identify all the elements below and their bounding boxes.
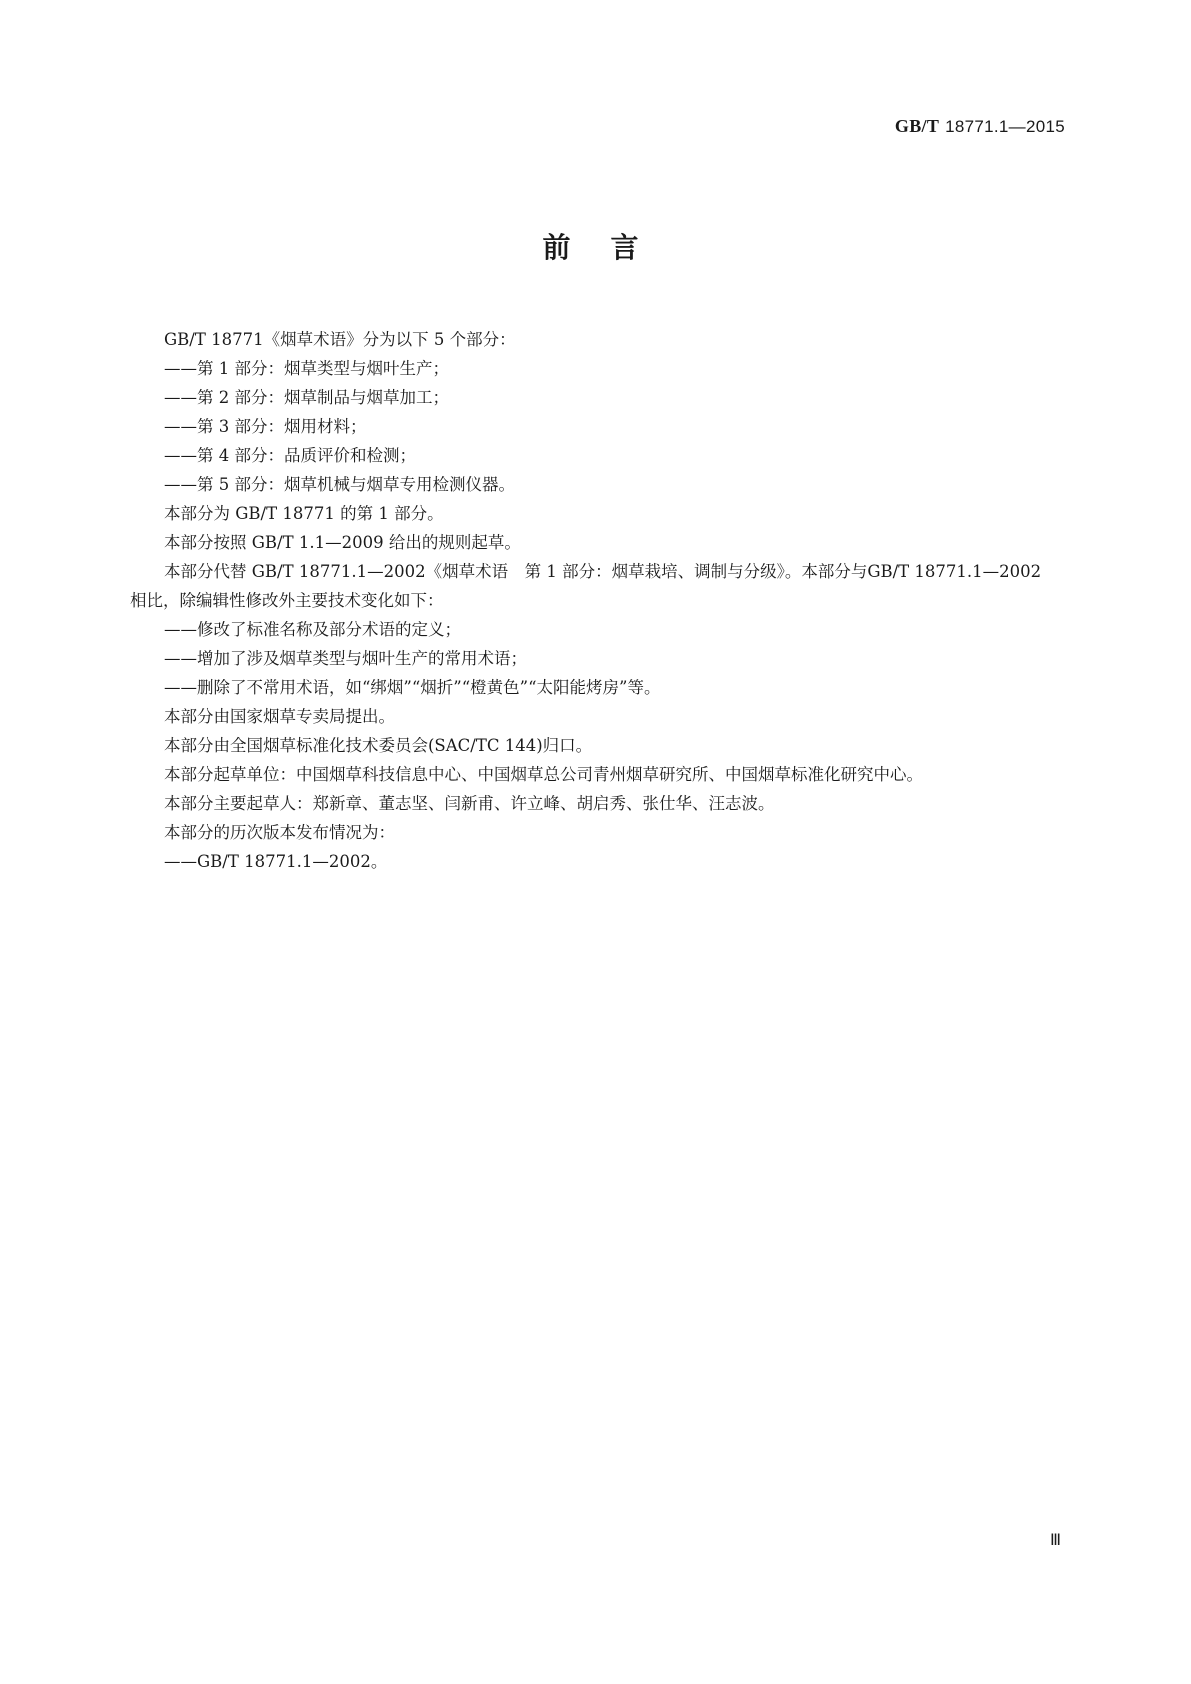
paragraph-drafting-rules: 本部分按照 GB/T 1.1—2009 给出的规则起草。 [164, 533, 521, 552]
list-item-change-1: ——修改了标准名称及部分术语的定义； [164, 620, 461, 639]
list-item-part-4: ——第 4 部分：品质评价和检测； [164, 446, 416, 465]
paragraph-replacement: 本部分代替 GB/T 18771.1—2002《烟草术语 第 1 部分：烟草栽培、调制与分级》。本部分与GB/T 18771.1—2002 相比，除编辑性修改外主要技术变化如下： [130, 562, 1047, 610]
list-item-part-5: ——第 5 部分：烟草机械与烟草专用检测仪器。 [164, 475, 515, 494]
list-item-part-2: ——第 2 部分：烟草制品与烟草加工； [164, 388, 449, 407]
foreword-body [130, 325, 1060, 876]
paragraph-history: 本部分的历次版本发布情况为： [164, 823, 395, 842]
paragraph-drafters: 本部分主要起草人：郑新章、董志坚、闫新甫、许立峰、胡启秀、张仕华、汪志波。 [164, 794, 775, 813]
list-item-part-1: ——第 1 部分：烟草类型与烟叶生产； [164, 359, 449, 378]
standard-code-header [895, 116, 1065, 137]
list-item-change-3: ——删除了不常用术语，如“绑烟”“烟折”“橙黄色”“太阳能烤房”等。 [164, 678, 661, 697]
standard-number: 18771.1—2015 [945, 117, 1065, 136]
paragraph-committee: 本部分由全国烟草标准化技术委员会(SAC/TC 144)归口。 [164, 736, 593, 755]
paragraph-proposer: 本部分由国家烟草专卖局提出。 [164, 707, 395, 726]
paragraph-part-identity: 本部分为 GB/T 18771 的第 1 部分。 [164, 504, 444, 523]
page-number: Ⅲ [1049, 1532, 1061, 1549]
paragraph-drafting-units: 本部分起草单位：中国烟草科技信息中心、中国烟草总公司青州烟草研究所、中国烟草标准化研究中心。 [164, 765, 923, 784]
paragraph-parts-intro: GB/T 18771《烟草术语》分为以下 5 个部分： [164, 330, 516, 349]
standard-prefix: GB/T [894, 116, 940, 136]
list-item-history-1: ——GB/T 18771.1—2002。 [164, 852, 388, 871]
list-item-change-2: ——增加了涉及烟草类型与烟叶生产的常用术语； [164, 649, 527, 668]
page-title: 前言 [542, 231, 679, 264]
list-item-part-3: ——第 3 部分：烟用材料； [164, 417, 367, 436]
